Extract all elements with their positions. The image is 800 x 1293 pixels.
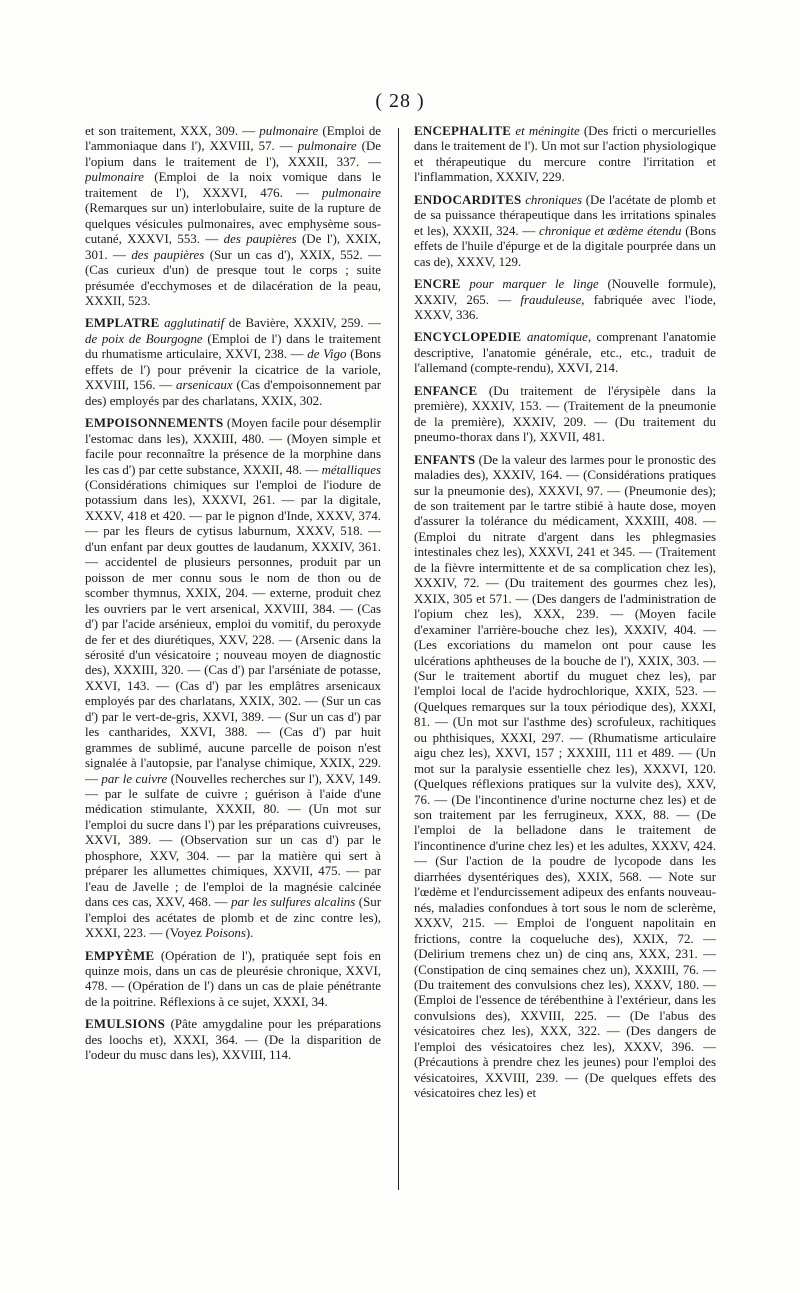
index-entry <box>85 1017 381 1063</box>
entry-text: par le cuivre <box>101 771 168 786</box>
entry-heading: ENCEPHALITE <box>414 124 512 138</box>
entry-text: (Bons effets de l'huile d'épurge et de la digitale pourprée dans un cas de), XXXV, 129. <box>414 223 716 269</box>
entry-text: métalliques <box>321 462 381 477</box>
entry-text: (Sur un cas d'), XXIX, 552. — (Cas curieux d'un) de presque tout le corps ; suite présumée d'ecchymoses et de dilacération de la peau, XXXII, 523. <box>85 247 381 308</box>
entry-text: (De la valeur des larmes pour le pronostic des maladies des), XXXIV, 164. — (Considérations pratiques sur la pneumonie des), XXXVI, 97. — (Pneumonie des); de son traitement par le tartre stibié à haute dose, moyen d'assurer la tolérance du médicament, XXXIII, 408. — (Emploi du nitrate d'argent dans les phlegmasies intestinales chez les), XXXVI, 241 et 345. — (Traitement de la fièvre intermittente et de sa complication chez les), XXXIV, 72. — (Du traitement des gourmes chez les), XXIX, 305 et 571. — (Des dangers de l'administration de l'opium chez les), XXX, 239. — (Moyen facile d'examiner l'arrière-bouche chez les), XXXIV, 404. — (Les excoriations du mamelon ont pour cause les ulcérations aphtheuses de la bouche de l'), XXIX, 303. — (Sur le traitement abortif du muguet chez les), par l'emploi local de l'acide hydrochlorique, XXIX, 523. — (Quelques remarques sur la toux périodique des), XXXI, 81. — (Un mot sur l'asthme des) scrofuleux, rachitiques ou phthisiques, XXXI, 297. — (Rhumatisme articulaire aigu chez les), XXVI, 157 ; XXXIII, 111 et 489. — (Un mot sur la paralysie essentielle chez les), XXXVI, 120. (Quelques réflexions pratiques sur la vulvite des), XXV, 76. — (De l'incontinence d'urine nocturne chez les) et de son traitement par les ferrugineux, XXX, 88. — (De l'emploi de la belladone dans le traitement de l'incontinence d'urine chez les) et les adultes, XXXV, 424. — (Sur l'action de la poudre de lycopode dans les diarrhées dysentériques des), XXIX, 568. — Note sur l'œdème et l'endurcissement adipeux des enfants nouveau-nés, maladies confondues à tort sous le nom de sclerème, XXXV, 215. — Emploi de l'onguent napolitain en frictions, contre la coqueluche des), XXIX, 72. — (Delirium tremens chez un) de cinq ans, XXX, 231. — (Constipation de cinq semaines chez un), XXXIII, 76. — (Du traitement des convulsions chez les), XXXV, 180. — (Emploi de l'essence de térébenthine à l'extérieur, dans les convulsions des), XXVIII, 225. — (De l'abus des vésicatoires chez les), XXX, 322. — (Des dangers de l'emploi des vésicatoires chez les), XXXV, 396. — (Précautions à prendre chez les jeunes) pour l'emploi des vésicatoires, XXVIII, 239. — (De quelques effets des vésicatoires chez les) et <box>414 452 716 1101</box>
index-entry <box>85 316 381 409</box>
entry-text: (Cas d'empoisonnement par des) employés par des charlatans, XXIX, 302. <box>85 378 381 408</box>
entry-text: (Emploi de l') dans le traitement du rhumatisme articulaire, XXVI, 238. — <box>85 331 381 362</box>
entry-text: de Vigo <box>307 347 347 362</box>
entry-heading: EMPYÈME <box>85 948 155 963</box>
index-entry <box>414 124 716 186</box>
entry-text: (De l'acétate de plomb et de sa puissance thérapeutique dans les irritations spinales et les), XXXII, 324. — <box>414 192 716 238</box>
entry-text: des paupières <box>131 247 205 262</box>
entry-text: (Du traitement de l'érysipèle dans la première), XXXIV, 153. — (Traitement de la pneumonie de la première), XXXIV, 209. — (Du traitement du pneumo-thorax dans l'), XXVII, 481. <box>414 383 716 445</box>
entry-text: , comprenant l'anatomie descriptive, l'anatomie générale, etc., etc., traduit de l'allemand (compte-rendu), XXVI, 214. <box>414 330 716 376</box>
entry-text: frauduleuse <box>520 292 582 307</box>
entry-text: (Nouvelles recherches sur l'), XXV, 149. — par le sulfate de cuivre ; guérison à l'aide d'une médication stimulante, XXXII, 80. — (Un mot sur l'emploi du sucre dans l') par les préparations cuivreuses, XXVI, 389. — (Observation sur un cas d') par le phosphore, XXV, 304. — par la matière qui sert à préparer les allumettes chimiques, XXVII, 475. — par l'eau de Javelle ; de l'emploi de la magnésie calcinée dans ces cas, XXV, 468. — <box>85 771 381 910</box>
entry-text: , fabriquée avec l'iode, XXXV, 336. <box>414 292 716 322</box>
entry-text: pour marquer le linge <box>469 277 599 292</box>
index-entry <box>85 124 381 309</box>
entry-heading: EMPLATRE <box>85 316 160 331</box>
entry-heading: ENFANCE <box>414 383 478 398</box>
entry-heading: ENCRE <box>414 277 461 292</box>
entry-text: chronique et œdème étendu <box>539 223 682 238</box>
left-column <box>85 124 381 1224</box>
entry-text: agglutinatif <box>164 316 225 331</box>
page-number: ( 28 ) <box>375 90 425 112</box>
entry-text: Poisons <box>205 926 246 941</box>
entry-heading: ENCYCLOPEDIE <box>414 330 522 345</box>
entry-text: pulmonaire <box>259 124 319 138</box>
entry-text: et méningite <box>515 124 580 138</box>
entry-text: (Moyen facile pour désemplir l'estomac dans les), XXXIII, 480. — (Moyen simple et facile pour reconnaître la présence de la morphine dans les cas d') par cette substance, XXXII, 48. — <box>85 416 381 477</box>
entry-text: arsenicaux <box>176 378 233 393</box>
entry-heading: ENDOCARDITES <box>414 192 522 207</box>
entry-text: (Nouvelle formule), XXXIV, 265. — <box>414 277 716 307</box>
entry-text: (Considérations chimiques sur l'emploi de l'iodure de potassium dans les), XXXVI, 261. — par la digitale, XXXV, 418 et 420. — par le pignon d'Inde, XXXV, 374. — par les fleurs de cytisus laburnum, XXXV, 518. — d'un enfant par deux gouttes de laudanum, XXXIV, 361. — accidentel de plusieurs personnes, produit par un poisson de mer connu sous le nom de thon ou de scomber thymnus, XXIX, 204. — externe, produit chez les ouvriers par le vert arsenical, XXVIII, 384. — (Cas d') par l'acide arsénieux, emploi du vomitif, du peroxyde de fer et des diurétiques, XXV, 228. — (Arsenic dans la sérosité d'un vésicatoire ; nouveau moyen de diagnostic des), XXXIII, 320. — (Cas d') par l'arséniate de potasse, XXVI, 143. — (Cas d') par les emplâtres arsenicaux employés par des charlatans, XXIX, 302. — (Sur un cas d') par le vert-de-gris, XXVI, 389. — (Sur un cas d') par les cantharides, XXVI, 388. — (Cas d') par huit grammes de sublimé, aucune parcelle de poison n'est signalée à l'autopsie, par l'analyse chimique, XXIX, 229. — <box>85 477 381 786</box>
index-entry <box>414 330 716 376</box>
entry-text: (Pâte amygdaline pour les préparations des loochs et), XXXI, 364. — (De la disparition de l'odeur du musc dans les), XXVIII, 114. <box>85 1017 381 1063</box>
index-entry <box>414 453 716 1102</box>
index-entry <box>414 193 716 270</box>
entry-text: de Bavière, XXXIV, 259. — <box>224 316 381 331</box>
entry-text: (Sur l'emploi des acétates de plomb et de zinc contre les), XXXI, 223. — (Voyez <box>85 895 381 941</box>
index-entry <box>85 416 381 941</box>
index-entry <box>414 384 716 446</box>
entry-text: (De l'opium dans le traitement de l'), XXXII, 337. — <box>85 139 381 169</box>
entry-text: pulmonaire <box>85 170 144 185</box>
entry-text: pulmonaire <box>297 139 357 154</box>
entry-text: (Bons effets de l') pour prévenir la cicatrice de la variole, XXVIII, 156. — <box>85 347 381 393</box>
entry-text: (Remarques sur un) interlobulaire, suite de la rupture de quelques vésicules pulmonaires, avec emphysème sous-cutané, XXXVI, 553. — <box>85 201 381 247</box>
index-entry <box>85 949 381 1011</box>
right-column <box>414 124 716 1224</box>
entry-text: (De l'), XXIX, 301. — <box>85 232 381 262</box>
entry-text: (Des fricti o mercurielles dans le traitement de l'). Un mot sur l'action physiologique et thérapeutique du mercure contre l'irritation et l'inflammation, XXXIV, 229. <box>414 124 716 185</box>
entry-text: de poix de Bourgogne <box>85 331 203 346</box>
entry-text: (Emploi de la noix vomique dans le traitement de l'), XXXVI, 476. — <box>85 170 381 200</box>
entry-heading: EMULSIONS <box>85 1017 166 1032</box>
entry-text: pulmonaire <box>322 185 381 200</box>
column-divider <box>398 128 399 1190</box>
entry-heading: ENFANTS <box>414 452 476 467</box>
entry-text: (Opération de l'), pratiquée sept fois en quinze mois, dans un cas de pleurésie chronique, XXVI, 478. — (Opération de l') dans un cas de plaie pénétrante de la poitrine. Réflexions à ce sujet, XXXI, 34. <box>85 948 381 1009</box>
entry-text: par les sulfures alcalins <box>231 895 356 910</box>
entry-text: et son traitement, XXX, 309. — <box>85 124 260 138</box>
entry-heading: EMPOISONNEMENTS <box>85 416 224 431</box>
entry-text: anatomique <box>526 330 588 345</box>
entry-text: (Emploi de l'ammoniaque dans l'), XXVIII, 57. — <box>85 124 381 154</box>
entry-text: chroniques <box>525 192 582 207</box>
entry-text: des paupières <box>223 232 297 247</box>
index-entry <box>414 277 716 323</box>
entry-text: ). <box>245 926 254 941</box>
